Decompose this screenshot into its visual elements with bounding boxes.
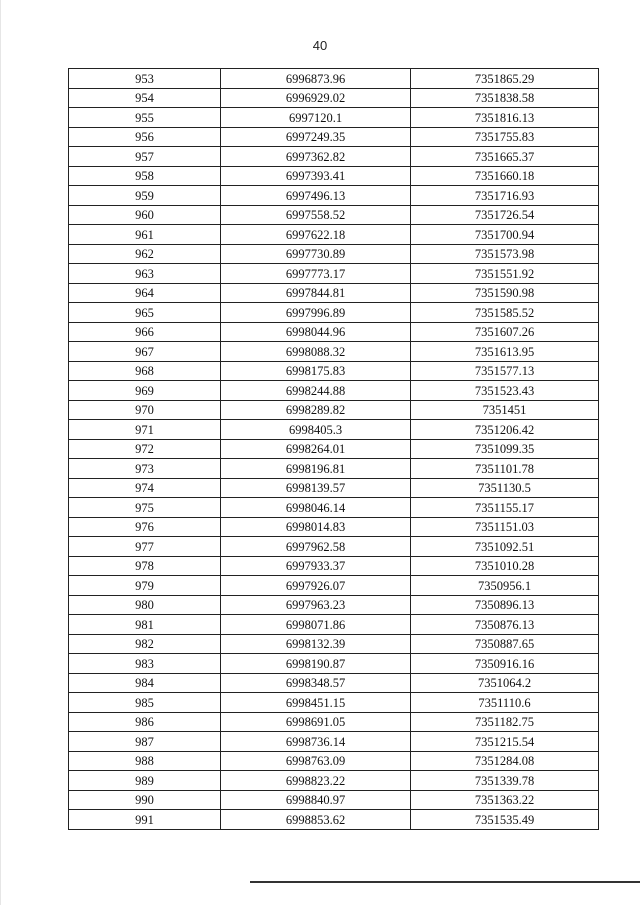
table-row (69, 771, 599, 791)
table-row (69, 537, 599, 557)
point-number-cell: 959 (69, 186, 221, 206)
x-coordinate-cell: 6998840.97 (221, 790, 411, 810)
point-number-cell: 963 (69, 264, 221, 284)
x-coordinate-cell: 6998046.14 (221, 498, 411, 518)
table-row (69, 517, 599, 537)
y-coordinate-cell: 7351590.98 (411, 283, 599, 303)
x-coordinate-cell: 6997926.07 (221, 576, 411, 596)
y-coordinate-cell: 7351838.58 (411, 88, 599, 108)
point-number-cell: 986 (69, 712, 221, 732)
table-row (69, 127, 599, 147)
point-number-cell: 979 (69, 576, 221, 596)
table-row (69, 751, 599, 771)
x-coordinate-cell: 6997249.35 (221, 127, 411, 147)
table-row (69, 810, 599, 830)
point-number-cell: 966 (69, 322, 221, 342)
point-number-cell: 957 (69, 147, 221, 167)
point-number-cell: 976 (69, 517, 221, 537)
table-row (69, 790, 599, 810)
point-number-cell: 984 (69, 673, 221, 693)
x-coordinate-cell: 6998853.62 (221, 810, 411, 830)
x-coordinate-cell: 6998348.57 (221, 673, 411, 693)
y-coordinate-cell: 7351101.78 (411, 459, 599, 479)
x-coordinate-cell: 6998763.09 (221, 751, 411, 771)
point-number-cell: 954 (69, 88, 221, 108)
x-coordinate-cell: 6997622.18 (221, 225, 411, 245)
x-coordinate-cell: 6997962.58 (221, 537, 411, 557)
table-row (69, 381, 599, 401)
point-number-cell: 955 (69, 108, 221, 128)
y-coordinate-cell: 7350887.65 (411, 634, 599, 654)
y-coordinate-cell: 7351010.28 (411, 556, 599, 576)
point-number-cell: 960 (69, 205, 221, 225)
point-number-cell: 970 (69, 400, 221, 420)
y-coordinate-cell: 7351151.03 (411, 517, 599, 537)
x-coordinate-cell: 6997844.81 (221, 283, 411, 303)
table-row (69, 322, 599, 342)
y-coordinate-cell: 7351716.93 (411, 186, 599, 206)
coordinates-table (68, 68, 599, 830)
y-coordinate-cell: 7350876.13 (411, 615, 599, 635)
table-row (69, 459, 599, 479)
table-row (69, 576, 599, 596)
table-row (69, 264, 599, 284)
x-coordinate-cell: 6997496.13 (221, 186, 411, 206)
table-row (69, 498, 599, 518)
y-coordinate-cell: 7351363.22 (411, 790, 599, 810)
table-row (69, 166, 599, 186)
y-coordinate-cell: 7351215.54 (411, 732, 599, 752)
point-number-cell: 969 (69, 381, 221, 401)
table-row (69, 712, 599, 732)
table-row (69, 342, 599, 362)
table-row (69, 361, 599, 381)
y-coordinate-cell: 7351130.5 (411, 478, 599, 498)
y-coordinate-cell: 7351613.95 (411, 342, 599, 362)
x-coordinate-cell: 6998289.82 (221, 400, 411, 420)
table-row (69, 108, 599, 128)
point-number-cell: 989 (69, 771, 221, 791)
x-coordinate-cell: 6998190.87 (221, 654, 411, 674)
point-number-cell: 985 (69, 693, 221, 713)
y-coordinate-cell: 7351660.18 (411, 166, 599, 186)
y-coordinate-cell: 7351607.26 (411, 322, 599, 342)
x-coordinate-cell: 6997773.17 (221, 264, 411, 284)
x-coordinate-cell: 6998175.83 (221, 361, 411, 381)
x-coordinate-cell: 6997558.52 (221, 205, 411, 225)
x-coordinate-cell: 6998014.83 (221, 517, 411, 537)
point-number-cell: 961 (69, 225, 221, 245)
x-coordinate-cell: 6997963.23 (221, 595, 411, 615)
x-coordinate-cell: 6997730.89 (221, 244, 411, 264)
table-row (69, 400, 599, 420)
point-number-cell: 968 (69, 361, 221, 381)
point-number-cell: 982 (69, 634, 221, 654)
table-row (69, 673, 599, 693)
table-row (69, 88, 599, 108)
point-number-cell: 962 (69, 244, 221, 264)
x-coordinate-cell: 6997120.1 (221, 108, 411, 128)
point-number-cell: 981 (69, 615, 221, 635)
y-coordinate-cell: 7351585.52 (411, 303, 599, 323)
x-coordinate-cell: 6998071.86 (221, 615, 411, 635)
point-number-cell: 958 (69, 166, 221, 186)
table-row (69, 225, 599, 245)
y-coordinate-cell: 7351535.49 (411, 810, 599, 830)
y-coordinate-cell: 7351726.54 (411, 205, 599, 225)
table-row (69, 186, 599, 206)
y-coordinate-cell: 7351816.13 (411, 108, 599, 128)
y-coordinate-cell: 7350916.16 (411, 654, 599, 674)
point-number-cell: 977 (69, 537, 221, 557)
table-row (69, 556, 599, 576)
table-row (69, 205, 599, 225)
table-row (69, 420, 599, 440)
x-coordinate-cell: 6998132.39 (221, 634, 411, 654)
table-row (69, 439, 599, 459)
x-coordinate-cell: 6998405.3 (221, 420, 411, 440)
table-row (69, 615, 599, 635)
y-coordinate-cell: 7351099.35 (411, 439, 599, 459)
x-coordinate-cell: 6998264.01 (221, 439, 411, 459)
x-coordinate-cell: 6998139.57 (221, 478, 411, 498)
point-number-cell: 978 (69, 556, 221, 576)
point-number-cell: 988 (69, 751, 221, 771)
x-coordinate-cell: 6998088.32 (221, 342, 411, 362)
y-coordinate-cell: 7351339.78 (411, 771, 599, 791)
y-coordinate-cell: 7351182.75 (411, 712, 599, 732)
table-row (69, 303, 599, 323)
point-number-cell: 973 (69, 459, 221, 479)
coordinates-table-body (69, 69, 599, 830)
point-number-cell: 987 (69, 732, 221, 752)
y-coordinate-cell: 7350956.1 (411, 576, 599, 596)
page-number: 40 (312, 38, 328, 53)
y-coordinate-cell: 7351665.37 (411, 147, 599, 167)
x-coordinate-cell: 6997933.37 (221, 556, 411, 576)
point-number-cell: 990 (69, 790, 221, 810)
y-coordinate-cell: 7351451 (411, 400, 599, 420)
table-row (69, 634, 599, 654)
x-coordinate-cell: 6997362.82 (221, 147, 411, 167)
y-coordinate-cell: 7351110.6 (411, 693, 599, 713)
point-number-cell: 991 (69, 810, 221, 830)
point-number-cell: 971 (69, 420, 221, 440)
table-row (69, 654, 599, 674)
x-coordinate-cell: 6998196.81 (221, 459, 411, 479)
point-number-cell: 967 (69, 342, 221, 362)
table-row (69, 478, 599, 498)
x-coordinate-cell: 6998691.05 (221, 712, 411, 732)
table-row (69, 595, 599, 615)
x-coordinate-cell: 6998823.22 (221, 771, 411, 791)
point-number-cell: 956 (69, 127, 221, 147)
table-row (69, 244, 599, 264)
x-coordinate-cell: 6997996.89 (221, 303, 411, 323)
y-coordinate-cell: 7351755.83 (411, 127, 599, 147)
x-coordinate-cell: 6997393.41 (221, 166, 411, 186)
table-row (69, 147, 599, 167)
point-number-cell: 974 (69, 478, 221, 498)
y-coordinate-cell: 7351573.98 (411, 244, 599, 264)
point-number-cell: 953 (69, 69, 221, 89)
y-coordinate-cell: 7351523.43 (411, 381, 599, 401)
point-number-cell: 965 (69, 303, 221, 323)
x-coordinate-cell: 6996873.96 (221, 69, 411, 89)
y-coordinate-cell: 7351865.29 (411, 69, 599, 89)
point-number-cell: 983 (69, 654, 221, 674)
table-row (69, 69, 599, 89)
y-coordinate-cell: 7350896.13 (411, 595, 599, 615)
x-coordinate-cell: 6998736.14 (221, 732, 411, 752)
point-number-cell: 980 (69, 595, 221, 615)
x-coordinate-cell: 6998244.88 (221, 381, 411, 401)
point-number-cell: 972 (69, 439, 221, 459)
scan-edge (0, 0, 1, 905)
point-number-cell: 975 (69, 498, 221, 518)
y-coordinate-cell: 7351700.94 (411, 225, 599, 245)
x-coordinate-cell: 6998451.15 (221, 693, 411, 713)
x-coordinate-cell: 6998044.96 (221, 322, 411, 342)
y-coordinate-cell: 7351206.42 (411, 420, 599, 440)
point-number-cell: 964 (69, 283, 221, 303)
table-row (69, 283, 599, 303)
y-coordinate-cell: 7351064.2 (411, 673, 599, 693)
y-coordinate-cell: 7351284.08 (411, 751, 599, 771)
bottom-rule (250, 881, 640, 883)
table-row (69, 732, 599, 752)
table-row (69, 693, 599, 713)
y-coordinate-cell: 7351577.13 (411, 361, 599, 381)
y-coordinate-cell: 7351092.51 (411, 537, 599, 557)
y-coordinate-cell: 7351155.17 (411, 498, 599, 518)
y-coordinate-cell: 7351551.92 (411, 264, 599, 284)
x-coordinate-cell: 6996929.02 (221, 88, 411, 108)
